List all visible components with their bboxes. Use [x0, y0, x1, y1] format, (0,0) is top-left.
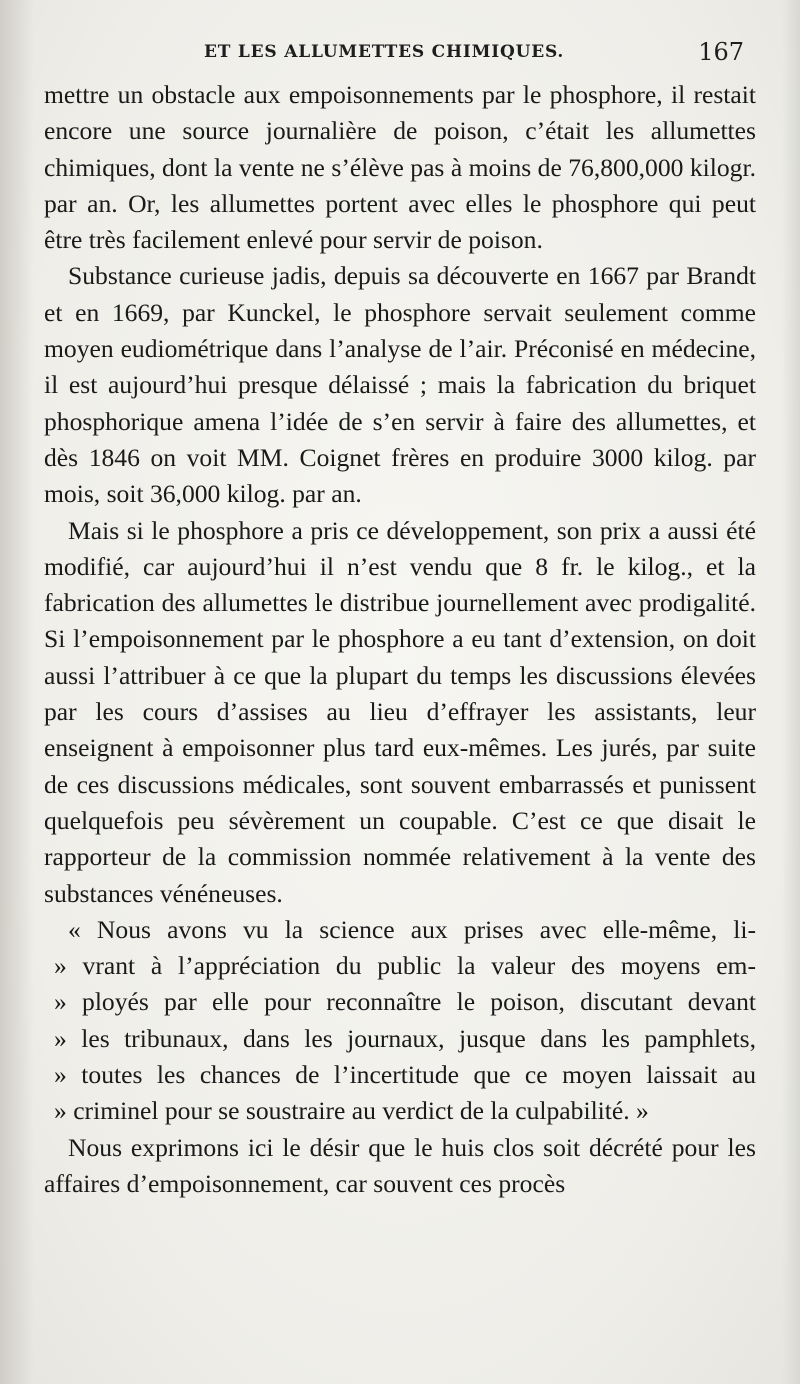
quote-line: » ployés par elle pour reconnaître le poison, discutant devant — [54, 987, 756, 1017]
quote-line: » vrant à l’appréciation du public la valeur des moyens em- — [54, 951, 756, 981]
quote-line: » les tribunaux, dans les journaux, jusque dans les pamphlets, — [54, 1023, 756, 1053]
body-text — [44, 77, 756, 1202]
quote-line: » criminel pour se soustraire au verdict de la culpabilité. » — [54, 1096, 649, 1126]
running-head — [44, 36, 744, 70]
page-number: 167 — [698, 38, 744, 66]
block-quote — [44, 912, 756, 1130]
paragraph-4: Nous exprimons ici le désir que le huis clos soit décrété pour les affaires d’empoisonnement, car souvent ces procès — [44, 1132, 756, 1198]
paragraph-2: Substance curieuse jadis, depuis sa découverte en 1667 par Brandt et en 1669, par Kunckel, le phosphore servait seulement comme moyen eudiométrique dans l’analyse de l’air. Préconisé en médecine, il est aujourd’hui presque délaissé ; mais la fabrication du briquet phosphorique amena l’idée de s’en servir à faire des allumettes, et dès 1846 on voit MM. Coignet frères en produire 3000 kilog. par mois, soit 36,000 kilog. par an. — [44, 261, 756, 509]
paragraph-1: mettre un obstacle aux empoisonnements par le phosphore, il restait encore une source journalière de poison, c’était les allumettes chimiques, dont la vente ne s’élève pas à moins de 76,800,000 kilogr. par an. Or, les allumettes portent avec elles le phosphore qui peut être très facilement enlevé pour servir de poison. — [44, 80, 756, 255]
quote-line: » toutes les chances de l’incertitude que ce moyen laissait au — [54, 1060, 756, 1090]
quote-line: « Nous avons vu la science aux prises avec elle-même, li- — [68, 914, 756, 944]
paragraph-3: Mais si le phosphore a pris ce développement, son prix a aussi été modifié, car aujourd’hui il n’est vendu que 8 fr. le kilog., et la fabrication des allumettes le distribue journellement avec prodigalité. Si l’empoisonnement par le phosphore a eu tant d’extension, on doit aussi l’attribuer à ce que la plupart du temps les discussions élevées par les cours d’assises au lieu d’effrayer les assistants, leur enseignent à empoisonner plus tard eux-mêmes. Les jurés, par suite de ces discussions médicales, sont souvent embarrassés et punissent quelquefois peu sévèrement un coupable. C’est ce que disait le rapporteur de la commission nommée relativement à la vente des substances vénéneuses. — [44, 515, 756, 908]
running-title: ET LES ALLUMETTES CHIMIQUES. — [204, 42, 565, 62]
